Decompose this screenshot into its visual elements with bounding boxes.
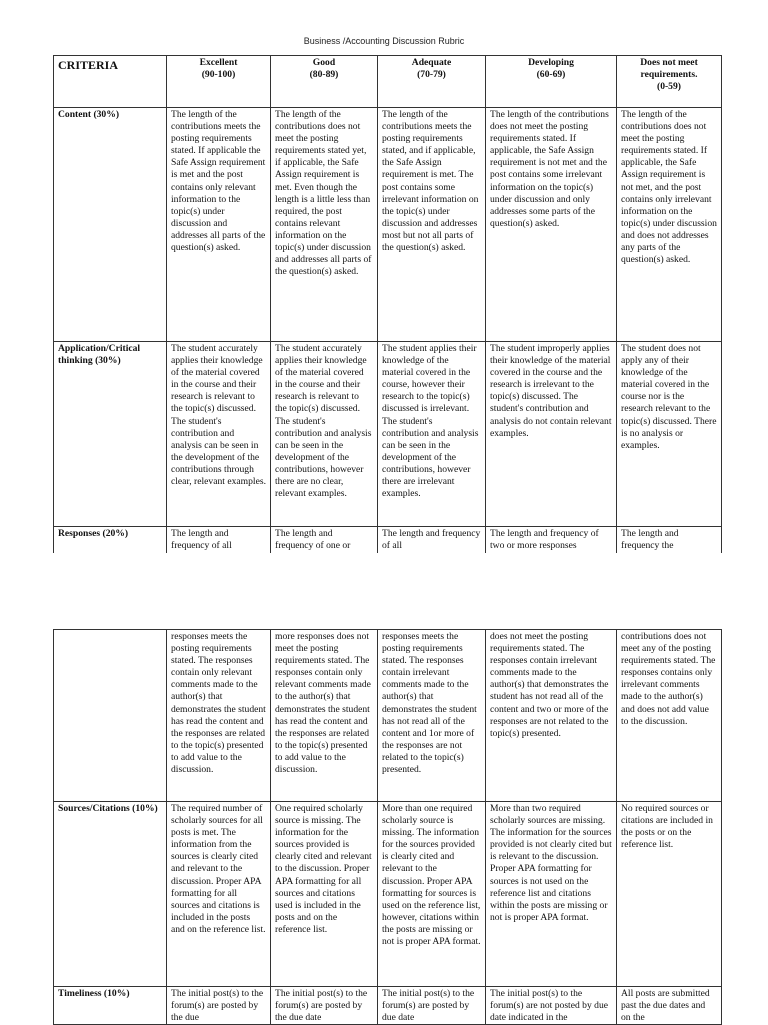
rubric-cell: The length of the contributions does not meet the posting requirements stated. If applicable, the Safe Assign requirement is not met and the post contains some irrelevant information on the topic(s) under discussion and only addresses some parts of the question(s) asked. [486,108,617,342]
rubric-cell: The length and frequency of one or [271,527,378,555]
document-title: Business /Accounting Discussion Rubric [303,36,465,46]
level-name: Developing [528,57,574,68]
level-header-developing [486,56,617,108]
criterion-cell: Sources/Citations (10%) [54,802,167,987]
criteria-header: CRITERIA [54,56,167,108]
rubric-cell: does not meet the posting requirements stated. The responses contain irrelevant comments made to the author(s) that demonstrates the student has not read all of the content and two or more of the responses are not related to the topic(s) presented. [486,630,617,802]
rubric-cell: The initial post(s) to the forum(s) are not posted by due date indicated in the [486,987,617,1025]
rubric-cell: The length of the contributions does not meet the posting requirements stated. If applicable, the Safe Assign requirement is not met, and the post contains only irrelevant information on the topic(s) under discussion and does not addresses any parts of the question(s) asked. [617,108,722,342]
rubric-cell: The length and frequency of two or more responses [486,527,617,555]
rubric-cell: responses meets the posting requirements stated. The responses contain irrelevant comments made to the author(s) that demonstrates the student has not read all of the content and 1or more of the responses are not related to the topic(s) presented. [378,630,486,802]
criterion-cell: Application/Critical thinking (30%) [54,342,167,527]
rubric-cell: The length of the contributions meets the posting requirements stated, and if applicable, the Safe Assign requirement is met. The post contains some irrelevant information on the topic(s) under discussion and addresses most but not all parts of the question(s) asked. [378,108,486,342]
criterion-cell: Responses (20%) [54,527,167,555]
rubric-cell: responses meets the posting requirements stated. The responses contain only relevant comments made to the author(s) that demonstrates the student has read the content and the responses are related to the topic(s) presented to add value to the discussion. [167,630,271,802]
rubric-cell: The length of the contributions meets the posting requirements stated. If applicable the Safe Assign requirement is met and the post contains only relevant information to the topic(s) under discussion and addresses all parts of the question(s) asked. [167,108,271,342]
rubric-cell: One required scholarly source is missing. The information for the sources provided is clearly cited and relevant to the discussion. Proper APA formatting for all sources and citations used is included in the posts and on the reference list. [271,802,378,987]
criterion-cell-empty [54,630,167,802]
rubric-cell: contributions does not meet any of the posting requirements stated. The responses contains only irrelevant comments made to the author(s) and does not add value to the discussion. [617,630,722,802]
rubric-cell: No required sources or citations are included in the posts or on the reference list. [617,802,722,987]
criterion-cell: Timeliness (10%) [54,987,167,1025]
rubric-cell: The student accurately applies their knowledge of the material covered in the course and their research is relevant to the topic(s) discussed. The student's contribution and analysis can be seen in the development of the contributions, however there are no clear, relevant examples. [271,342,378,527]
rubric-cell: The initial post(s) to the forum(s) are posted by the due date [271,987,378,1025]
rubric-cell: The student accurately applies their knowledge of the material covered in the course and their research is relevant to the topic(s) discussed. The student's contribution and analysis can be seen in the development of the contributions through clear, relevant examples. [167,342,271,527]
rubric-cell: All posts are submitted past the due dates and on the [617,987,722,1025]
level-header-does-not-meet [617,56,722,108]
header-row [54,56,722,108]
level-name: Good [312,57,336,68]
level-header-good [271,56,378,108]
rubric-cell: The initial post(s) to the forum(s) are posted by due date [378,987,486,1025]
level-range: (80-89) [309,69,339,81]
rubric-cell: More than two required scholarly sources are missing. The information for the sources provided is not clearly cited but is relevant to the discussion. Proper APA formatting for sources is not used on the reference list and citations within the posts are missing or not is proper APA format. [486,802,617,987]
rubric-cell: The length and frequency of all [167,527,271,555]
table-row-application [54,342,722,527]
level-name: Excellent [199,57,238,68]
level-range: (70-79) [417,69,446,81]
level-header-excellent [167,56,271,108]
table-row-responses [54,527,722,555]
rubric-cell: The student does not apply any of their knowledge of the material covered in the course nor is the research relevant to the topic(s) discussed. There is no analysis or examples. [617,342,722,527]
table-row-content [54,108,722,342]
level-name: Does not meet requirements. [640,57,698,81]
rubric-cell: The student improperly applies their knowledge of the material covered in the course and the research is irrelevant to the topic(s) discussed. The student's contribution and analysis do not contain relevant examples. [486,342,617,527]
level-range: (0-59) [657,81,681,93]
rubric-table-page-2 [53,629,722,1025]
rubric-cell: The length and frequency the [617,527,722,555]
table-row-timeliness [54,987,722,1025]
criterion-cell: Content (30%) [54,108,167,342]
table-row-sources [54,802,722,987]
level-name: Adequate [411,57,452,68]
rubric-cell: The student applies their knowledge of the material covered in the course, however their research to the topic(s) discussed is irrelevant. The student's contribution and analysis can be seen in the development of the contributions, however there are irrelevant examples. [378,342,486,527]
table-row-responses-continued [54,630,722,802]
rubric-cell: The initial post(s) to the forum(s) are posted by the due [167,987,271,1025]
rubric-cell: The length of the contributions does not meet the posting requirements stated yet, if applicable, the Safe Assign requirement is met. Even though the length is a little less than required, the post contains relevant information on the topic(s) under discussion and addresses all parts of the question(s) asked. [271,108,378,342]
page-gap [0,553,768,629]
rubric-cell: more responses does not meet the posting requirements stated. The responses contain only relevant comments made to the author(s) that demonstrates the student has read the content and the responses are related to the topic(s) presented to add value to the discussion. [271,630,378,802]
rubric-cell: The required number of scholarly sources for all posts is met. The information from the sources is clearly cited and relevant to the discussion. Proper APA formatting for all sources and citations is included in the posts and on the reference list. [167,802,271,987]
rubric-cell: The length and frequency of all [378,527,486,555]
level-range: (90-100) [201,69,236,81]
level-range: (60-69) [536,69,566,81]
rubric-cell: More than one required scholarly source is missing. The information for the sources provided is clearly cited and relevant to the discussion. Proper APA formatting for sources is used on the reference list, however, citations within the posts are missing or not is proper APA format. [378,802,486,987]
level-header-adequate [378,56,486,108]
rubric-table-page-1 [53,55,722,555]
